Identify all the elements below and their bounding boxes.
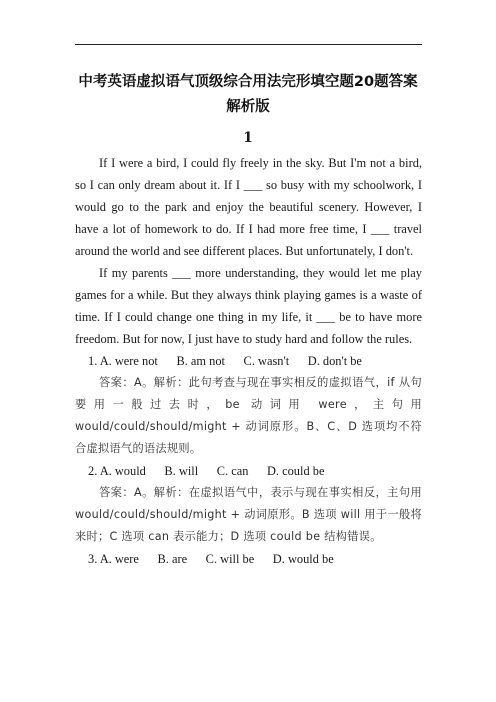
- passage-paragraph-2: If my parents ___ more understanding, they would let me play games for a while. But they always think playing games is a waste of time. If I could change one thing in my life, it ___ be to have more freedom. But for now, I just have to study hard and follow the rules.: [75, 266, 422, 346]
- question-1-options: 1. A. were not B. am not C. wasn't D. don't be: [88, 354, 362, 368]
- header-rule: [75, 44, 422, 45]
- question-1-answer: 答案：A。解析：此句考查与现在事实相反的虚拟语气，if 从句要用一般过去时，be 动词用 were，主句用 would/could/should/might + 动词原形。B、C、D 选项均不符合虚拟语气的语法规则。: [75, 376, 422, 455]
- question-2-answer: 答案：A。解析：在虚拟语气中，表示与现在事实相反，主句用 would/could/should/might + 动词原形。B 选项 will 用于一般将来时；C 选项 can 表示能力；D 选项 could be 结构错误。: [75, 486, 422, 543]
- question-2-options: 2. A. would B. will C. can D. could be: [88, 464, 325, 478]
- section-number: 1: [243, 130, 253, 146]
- passage-paragraph-1: If I were a bird, I could fly freely in the sky. But I'm not a bird, so I can only dream about it. If I ___ so busy with my schoolwork, I would go to the park and enjoy the beautiful scenery. However, I have a lot of homework to do. If I had more free time, I ___ travel around the world and see different places. But unfortunately, I don't.: [75, 156, 422, 258]
- page-title: 中考英语虚拟语气顶级综合用法完形填空题20题答案解析版: [78, 74, 418, 115]
- document-body: [75, 152, 422, 570]
- question-3-options: 3. A. were B. are C. will be D. would be: [88, 552, 334, 566]
